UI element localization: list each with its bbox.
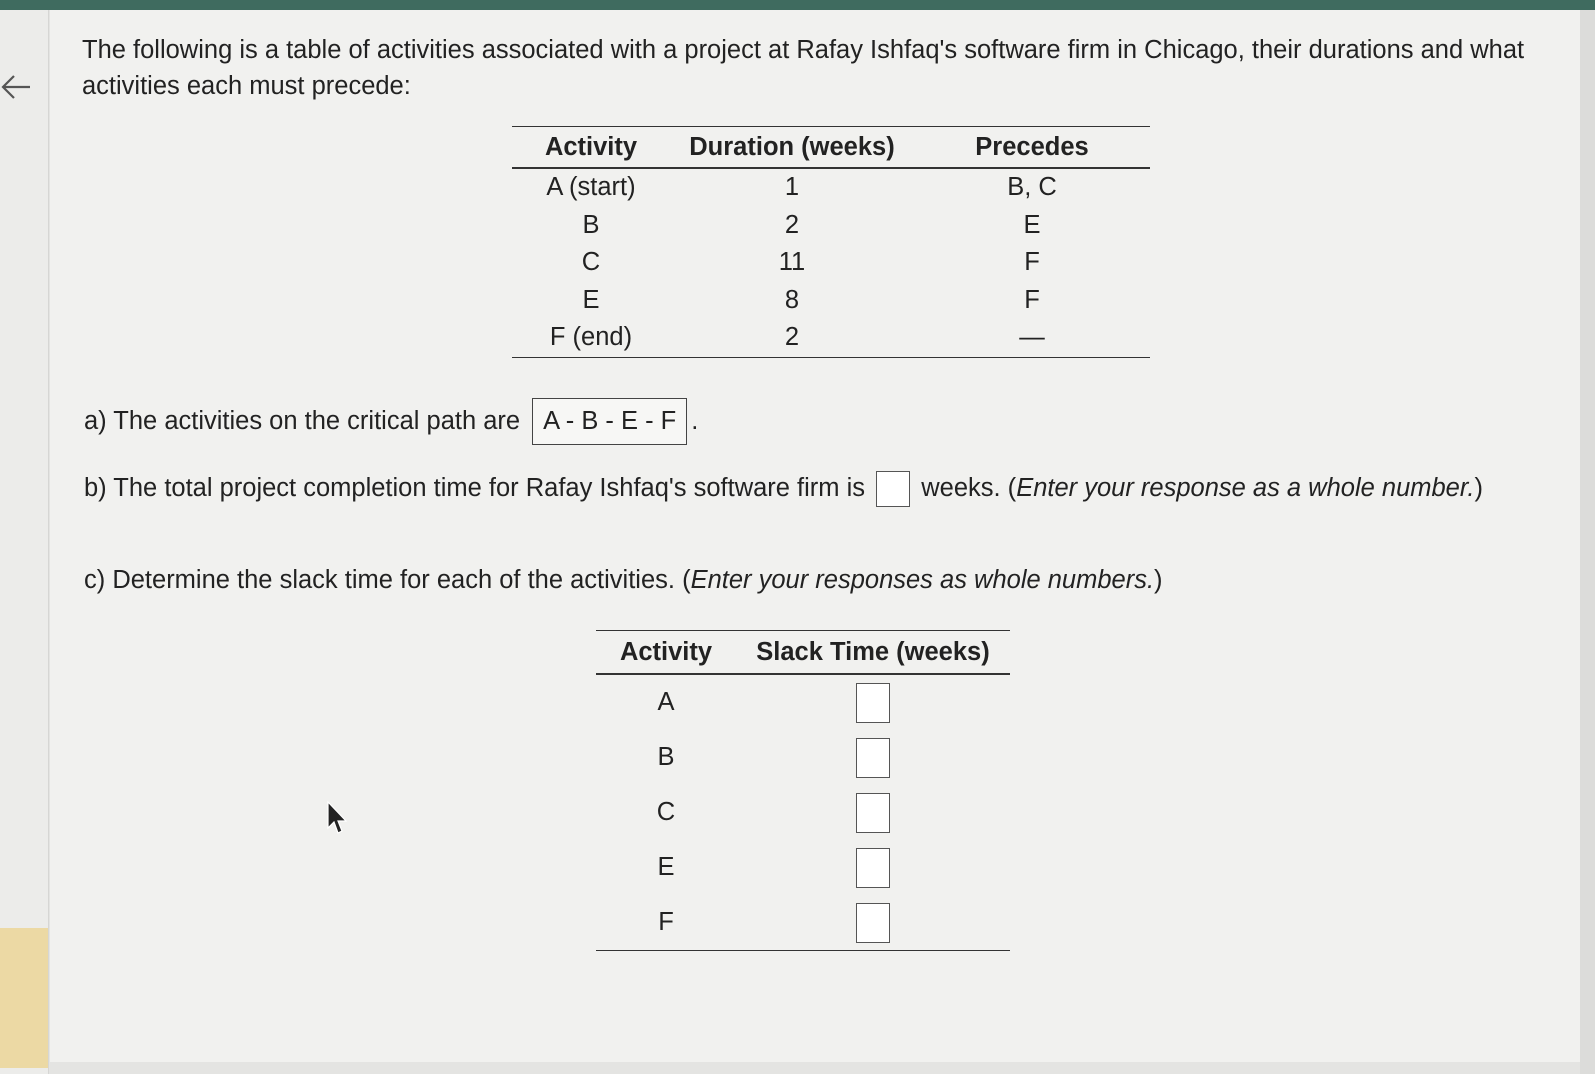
part-b-text: b) The total project completion time for Rafay Ishfaq's software firm is — [84, 474, 866, 502]
slack-cell — [736, 674, 1010, 730]
activity-cell: A — [657, 688, 675, 716]
left-sidebar — [0, 10, 49, 1074]
question-intro: The following is a table of activities associated with a project at Rafay Ishfaq's software firm in Chicago, their durations and what activities each must precede: — [82, 36, 1525, 100]
slack-table — [596, 630, 1010, 951]
duration-cell: 1 — [784, 173, 800, 202]
part-b-close: ) — [1474, 474, 1483, 502]
table-row — [596, 730, 1010, 785]
duration-cell: 11 — [778, 248, 806, 277]
activity-cell: B — [657, 743, 675, 771]
activity-cell: E — [657, 853, 675, 881]
duration-cell: 2 — [670, 319, 914, 357]
table-row — [596, 840, 1010, 895]
precedes-cell: B, C — [1007, 173, 1057, 202]
critical-path-answer[interactable]: A - B - E - F — [532, 398, 687, 445]
part-b-hint: Enter your response as a whole number. — [1016, 474, 1475, 502]
table-row — [512, 282, 1150, 320]
header-activity: Activity — [596, 631, 736, 675]
header-duration: Duration (weeks) — [670, 127, 914, 169]
part-c-close: ) — [1154, 566, 1163, 594]
precedes-cell: F — [1024, 248, 1040, 277]
header-slack-time: Slack Time (weeks) — [736, 631, 1010, 675]
mouse-pointer-icon — [326, 800, 348, 836]
precedes-cell: F — [1024, 285, 1040, 314]
activity-cell: B — [582, 210, 600, 239]
slack-input-e[interactable] — [856, 848, 890, 888]
part-a-period: . — [691, 407, 699, 435]
completion-time-input[interactable] — [876, 471, 910, 507]
scrollbar[interactable] — [1580, 10, 1595, 1074]
top-bar — [0, 0, 1595, 10]
table-row — [596, 674, 1010, 730]
slack-cell — [736, 785, 1010, 840]
part-a — [84, 398, 698, 445]
table-row — [596, 895, 1010, 951]
part-b-unit: weeks. ( — [921, 474, 1017, 502]
slack-input-b[interactable] — [856, 738, 890, 778]
header-precedes: Precedes — [914, 127, 1150, 169]
table-row — [512, 319, 1150, 357]
part-a-text: a) The activities on the critical path are — [84, 407, 521, 435]
precedes-cell: E — [1023, 210, 1041, 239]
activity-cell: F — [596, 895, 736, 951]
slack-cell — [736, 895, 1010, 951]
slack-cell — [736, 730, 1010, 785]
activity-cell: E — [582, 285, 600, 314]
activity-table — [512, 126, 1150, 358]
slack-input-c[interactable] — [856, 793, 890, 833]
slack-input-a[interactable] — [856, 683, 890, 723]
table-row — [596, 785, 1010, 840]
back-arrow-icon[interactable] — [0, 70, 34, 104]
activity-cell: C — [656, 798, 676, 826]
sidebar-tab[interactable] — [0, 928, 48, 1068]
duration-cell: 2 — [784, 210, 800, 239]
duration-cell: 8 — [784, 285, 800, 314]
part-c-text: c) Determine the slack time for each of the activities. ( — [84, 566, 691, 594]
header-activity: Activity — [512, 127, 670, 169]
table-row — [512, 207, 1150, 245]
slack-input-f[interactable] — [856, 903, 890, 943]
activity-cell: C — [581, 248, 601, 277]
table-row — [512, 168, 1150, 207]
slack-cell — [736, 840, 1010, 895]
table-row — [512, 244, 1150, 282]
part-b — [84, 468, 1554, 508]
part-c-hint: Enter your responses as whole numbers. — [690, 566, 1155, 594]
activity-cell: F (end) — [512, 319, 670, 357]
activity-cell: A (start) — [546, 173, 636, 202]
precedes-cell: — — [914, 319, 1150, 357]
part-c — [84, 566, 1163, 595]
